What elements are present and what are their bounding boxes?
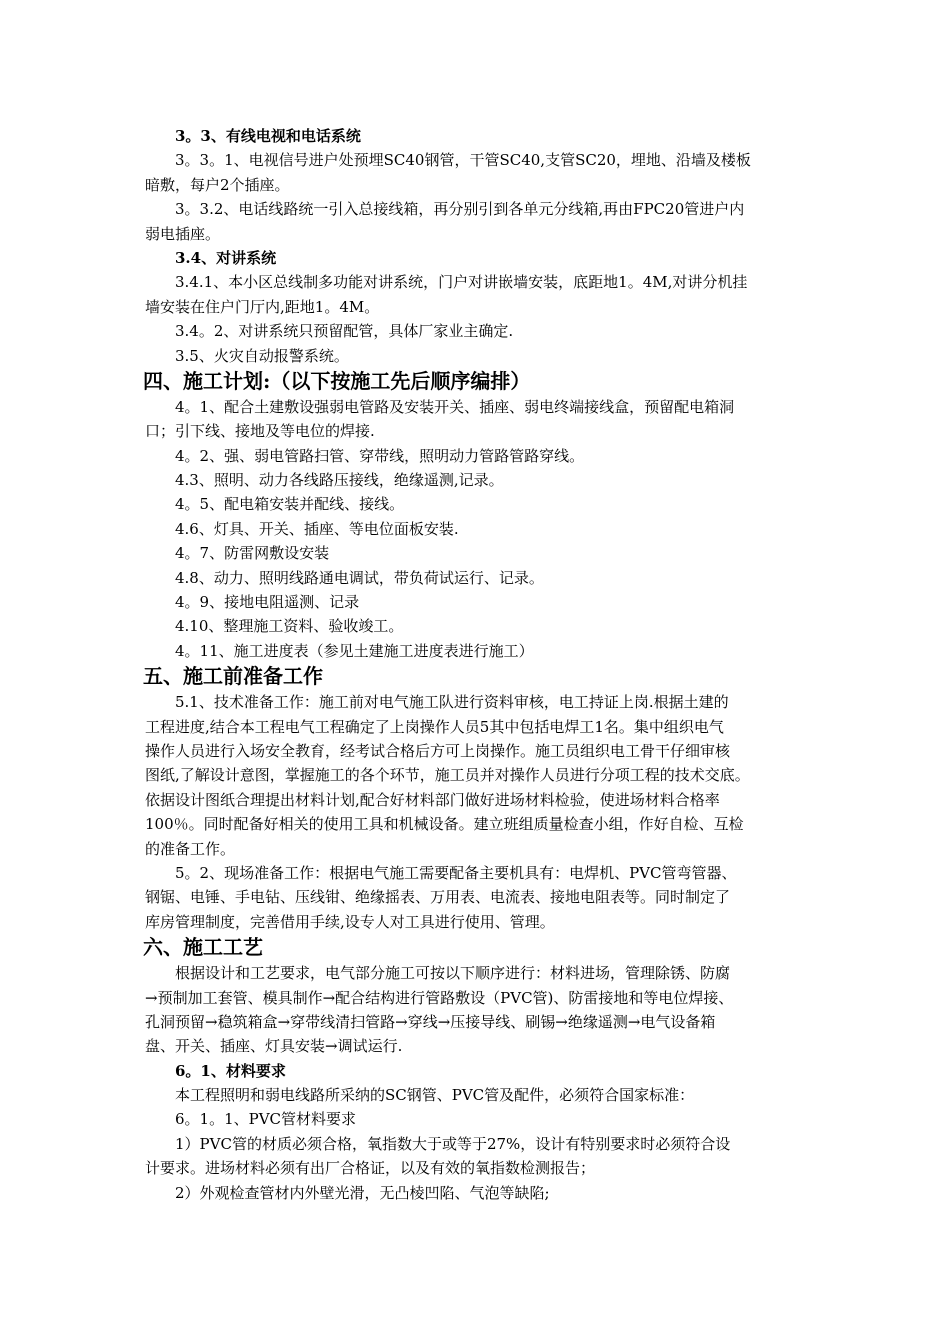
paragraph-line: 库房管理制度，完善借用手续,设专人对工具进行使用、管理。 [145, 912, 555, 931]
paragraph-line: 2）外观检查管材内外壁光滑，无凸棱凹陷、气泡等缺陷; [175, 1183, 550, 1202]
paragraph-line: 100％。同时配备好相关的使用工具和机械设备。建立班组质量检查小组，作好自检、互检 [145, 815, 744, 834]
paragraph-line: 3.5、火灾自动报警系统。 [175, 346, 349, 365]
paragraph-line: 的准备工作。 [145, 839, 236, 858]
paragraph-line: 4。11、施工进度表（参见土建施工进度表进行施工） [175, 641, 534, 660]
paragraph-line: 5.1、技术准备工作：施工前对电气施工队进行资料审核，电工持证上岗.根据土建的 [175, 693, 729, 712]
paragraph-line: 根据设计和工艺要求，电气部分施工可按以下顺序进行：材料进场，管理除锈、防腐 [175, 964, 731, 983]
paragraph-line: 3.4.1、本小区总线制多功能对讲系统，门户对讲嵌墙安装，底距地1。4M,对讲分机挂 [175, 273, 748, 292]
paragraph-line: 4。2、强、弱电管路扫管、穿带线，照明动力管路管路穿线。 [175, 446, 585, 465]
paragraph-line: 墙安装在住户门厅内,距地1。4M。 [145, 297, 380, 316]
section-heading: 六、施工工艺 [143, 935, 263, 960]
paragraph-line: 工程进度,结合本工程电气工程确定了上岗操作人员5其中包括电焊工1名。集中组织电气 [145, 717, 724, 736]
paragraph-line: 图纸,了解设计意图，掌握施工的各个环节，施工员并对操作人员进行分项工程的技术交底。 [145, 766, 750, 785]
paragraph-line: 4.3、照明、动力各线路压接线，绝缘遥测,记录。 [175, 471, 504, 490]
paragraph-line: 孔洞预留→稳筑箱盒→穿带线清扫管路→穿线→压接导线、刷锡→绝缘遥测→电气设备箱 [145, 1012, 716, 1031]
document-body [145, 124, 810, 1205]
paragraph-line: 暗敷，每户2个插座。 [145, 175, 290, 194]
paragraph-line: 操作人员进行入场安全教育，经考试合格后方可上岗操作。施工员组织电工骨干仔细审核 [145, 741, 731, 760]
subsection-title: 3.4、对讲系统 [175, 248, 277, 267]
paragraph-line: 4.8、动力、照明线路通电调试，带负荷试运行、记录。 [175, 568, 544, 587]
paragraph-line: 口；引下线、接地及等电位的焊接. [145, 422, 375, 441]
paragraph-line: 本工程照明和弱电线路所采纳的SC钢管、PVC管及配件，必须符合国家标准： [175, 1086, 695, 1105]
paragraph-line: 4。9、接地电阻遥测、记录 [175, 593, 360, 612]
paragraph-line: 钢锯、电锤、手电钻、压线钳、绝缘摇表、万用表、电流表、接地电阻表等。同时制定了 [145, 888, 731, 907]
paragraph-line: →预制加工套管、模具制作→配合结构进行管路敷设（PVC管)、防雷接地和等电位焊接、 [145, 988, 734, 1007]
paragraph-line: 计要求。进场材料必须有出厂合格证，以及有效的氧指数检测报告； [145, 1159, 596, 1178]
paragraph-line: 3。3。1、电视信号进户处预埋SC40钢管，干管SC40,支管SC20，埋地、沿墙及楼板 [175, 151, 751, 170]
paragraph-line: 4。1、配合土建敷设强弱电管路及安装开关、插座、弱电终端接线盒，预留配电箱洞 [175, 397, 735, 416]
section-heading: 四、施工计划:（以下按施工先后顺序编排） [143, 368, 531, 393]
paragraph-line: 盘、开关、插座、灯具安装→调试运行. [145, 1037, 403, 1056]
section-heading: 五、施工前准备工作 [143, 664, 323, 689]
paragraph-line: 3.4。2、对讲系统只预留配管，具体厂家业主确定. [175, 322, 514, 341]
subsection-title: 6。1、材料要求 [175, 1061, 286, 1080]
paragraph-line: 1）PVC管的材质必须合格，氧指数大于或等于27%，设计有特别要求时必须符合设 [175, 1134, 731, 1153]
paragraph-line: 4.10、整理施工资料、验收竣工。 [175, 617, 404, 636]
paragraph-line: 4.6、灯具、开关、插座、等电位面板安装. [175, 519, 459, 538]
paragraph-line: 3。3.2、电话线路统一引入总接线箱，再分别引到各单元分线箱,再由FPC20管进户内 [175, 200, 745, 219]
subsection-title: 3。3、有线电视和电话系统 [175, 127, 361, 145]
paragraph-line: 6。1。1、PVC管材料要求 [175, 1110, 357, 1129]
paragraph-line: 4。5、配电箱安装并配线、接线。 [175, 495, 405, 514]
paragraph-line: 依据设计图纸合理提出材料计划,配合好材料部门做好进场材料检验，使进场材料合格率 [145, 790, 720, 809]
paragraph-line: 4。7、防雷网敷设安装 [175, 544, 330, 563]
paragraph-line: 5。2、现场准备工作：根据电气施工需要配备主要机具有：电焊机、PVC管弯管器、 [175, 863, 737, 882]
paragraph-line: 弱电插座。 [145, 224, 221, 243]
